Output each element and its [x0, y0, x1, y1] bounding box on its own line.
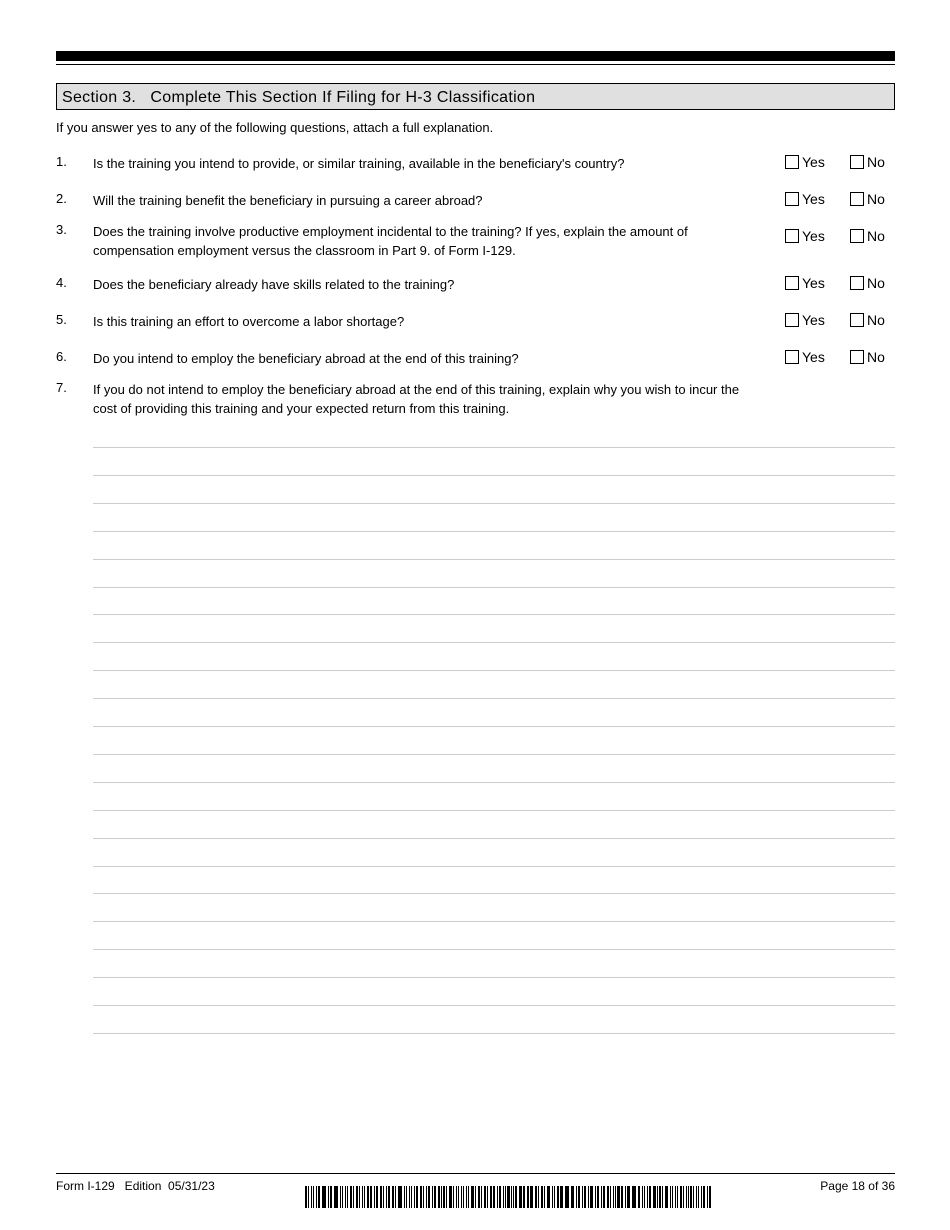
barcode-bar — [350, 1186, 352, 1208]
barcode-bar — [621, 1186, 623, 1208]
barcode-bar — [513, 1186, 514, 1208]
barcode-bar — [657, 1186, 658, 1208]
no-checkbox[interactable] — [850, 349, 885, 365]
barcode-bar — [576, 1186, 578, 1208]
question-text: Will the training benefit the beneficiary in pursuing a career abroad? — [93, 193, 483, 208]
barcode-bar — [406, 1186, 407, 1208]
barcode-bar — [342, 1186, 343, 1208]
question-text: Is the training you intend to provide, or similar training, available in the beneficiary's country? — [93, 156, 625, 171]
barcode-bar — [627, 1186, 629, 1208]
barcode-bar — [466, 1186, 467, 1208]
explanation-line[interactable] — [93, 670, 895, 671]
barcode-bar — [458, 1186, 459, 1208]
footer-rule — [56, 1173, 895, 1174]
section-intro: If you answer yes to any of the following questions, attach a full explanation. — [56, 120, 494, 135]
no-label: No — [867, 228, 885, 244]
barcode-bar — [647, 1186, 649, 1208]
barcode-bar — [590, 1186, 592, 1208]
barcode-bar — [441, 1186, 442, 1208]
barcode-bar — [416, 1186, 418, 1208]
yes-checkbox[interactable] — [785, 154, 825, 170]
no-label: No — [867, 349, 885, 365]
barcode-bar — [582, 1186, 583, 1208]
barcode-bar — [362, 1186, 363, 1208]
barcode-bar — [552, 1186, 553, 1208]
explanation-line[interactable] — [93, 893, 895, 894]
barcode-bar — [554, 1186, 556, 1208]
explanation-line[interactable] — [93, 838, 895, 839]
page-number: Page 18 of 36 — [820, 1179, 895, 1193]
barcode-bar — [376, 1186, 378, 1208]
barcode-bar — [478, 1186, 480, 1208]
barcode-bar — [659, 1186, 661, 1208]
explanation-line[interactable] — [93, 475, 895, 476]
barcode-bar — [677, 1186, 678, 1208]
checkbox-icon[interactable] — [850, 350, 864, 364]
question-number: 1. — [56, 154, 67, 169]
barcode-bar — [541, 1186, 543, 1208]
barcode-bar — [588, 1186, 590, 1208]
barcode-bar — [497, 1186, 499, 1208]
barcode-bar — [404, 1186, 406, 1208]
no-label: No — [867, 154, 885, 170]
barcode-bar — [649, 1186, 651, 1208]
barcode-bar — [471, 1186, 473, 1208]
barcode-bar — [607, 1186, 609, 1208]
barcode-bar — [392, 1186, 394, 1208]
yes-checkbox[interactable] — [785, 228, 825, 244]
barcode-bar — [544, 1186, 545, 1208]
question-number: 6. — [56, 349, 67, 364]
barcode-bar — [566, 1186, 568, 1208]
barcode-bar — [707, 1186, 708, 1208]
question-text: Does the beneficiary already have skills related to the training? — [93, 277, 455, 292]
barcode-bar — [519, 1186, 521, 1208]
barcode-bar — [523, 1186, 525, 1208]
barcode-bar — [316, 1186, 318, 1208]
checkbox-icon[interactable] — [850, 276, 864, 290]
no-checkbox[interactable] — [850, 275, 885, 291]
barcode-bar — [703, 1186, 705, 1208]
barcode-bar — [693, 1186, 694, 1208]
barcode-bar — [515, 1186, 517, 1208]
barcode-bar — [670, 1186, 671, 1208]
barcode-bar — [438, 1186, 440, 1208]
barcode-bar — [359, 1186, 361, 1208]
barcode-bar — [698, 1186, 699, 1208]
question-number: 7. — [56, 380, 67, 395]
barcode-bar — [374, 1186, 375, 1208]
checkbox-icon[interactable] — [785, 229, 799, 243]
barcode-bar — [420, 1186, 422, 1208]
barcode-bar — [311, 1186, 312, 1208]
section-header: Section 3. Complete This Section If Filing for H-3 Classification — [56, 83, 895, 110]
barcode-bar — [345, 1186, 347, 1208]
barcode-bar — [409, 1186, 411, 1208]
explanation-line[interactable] — [93, 587, 895, 588]
barcode-bar — [690, 1186, 692, 1208]
top-rule-thick — [56, 51, 895, 61]
question-text: If you do not intend to employ the beneficiary abroad at the end of this training, explain why you wish to incur the cost of providing this training and your expected return from this training. — [93, 382, 740, 416]
checkbox-icon[interactable] — [785, 276, 799, 290]
yes-checkbox[interactable] — [785, 349, 825, 365]
barcode-bar — [347, 1186, 348, 1208]
barcode-bar — [527, 1186, 529, 1208]
barcode-bar — [449, 1186, 451, 1208]
barcode-bar — [453, 1186, 455, 1208]
explanation-line[interactable] — [93, 782, 895, 783]
barcode-bar — [538, 1186, 540, 1208]
question-number: 5. — [56, 312, 67, 327]
barcode-bar — [615, 1186, 616, 1208]
barcode-bar — [709, 1186, 711, 1208]
barcode-bar — [584, 1186, 586, 1208]
question-number: 2. — [56, 191, 67, 206]
barcode-bar — [323, 1186, 325, 1208]
barcode-bar — [443, 1186, 445, 1208]
barcode-bar — [318, 1186, 320, 1208]
barcode-bar — [463, 1186, 464, 1208]
checkbox-icon[interactable] — [850, 155, 864, 169]
explanation-line[interactable] — [93, 754, 895, 755]
explanation-line[interactable] — [93, 503, 895, 504]
barcode-bar — [625, 1186, 627, 1208]
barcode-bar — [578, 1186, 580, 1208]
barcode-bar — [507, 1186, 509, 1208]
checkbox-icon[interactable] — [850, 229, 864, 243]
explanation-line[interactable] — [93, 726, 895, 727]
barcode-bar — [493, 1186, 495, 1208]
barcode-bar — [696, 1186, 698, 1208]
yes-checkbox[interactable] — [785, 275, 825, 291]
barcode-bar — [557, 1186, 559, 1208]
barcode-bar — [423, 1186, 425, 1208]
checkbox-icon[interactable] — [850, 192, 864, 206]
barcode-bar — [503, 1186, 504, 1208]
barcode-bar — [638, 1186, 639, 1208]
explanation-line[interactable] — [93, 866, 895, 867]
explanation-line[interactable] — [93, 921, 895, 922]
barcode-bar — [572, 1186, 574, 1208]
barcode-bar — [683, 1186, 684, 1208]
barcode-bar — [356, 1186, 358, 1208]
barcode-bar — [340, 1186, 342, 1208]
barcode-bar — [328, 1186, 330, 1208]
no-label: No — [867, 191, 885, 207]
barcode-bar — [548, 1186, 550, 1208]
explanation-line[interactable] — [93, 531, 895, 532]
barcode-bar — [330, 1186, 332, 1208]
barcode-bar — [675, 1186, 676, 1208]
top-rule-thin — [56, 64, 895, 65]
question-text: Do you intend to employ the beneficiary abroad at the end of this training? — [93, 351, 519, 366]
checkbox-icon[interactable] — [785, 350, 799, 364]
yes-label: Yes — [802, 312, 825, 328]
barcode-bar — [481, 1186, 482, 1208]
barcode-bar — [487, 1186, 489, 1208]
explanation-line[interactable] — [93, 447, 895, 448]
explanation-line[interactable] — [93, 949, 895, 950]
no-checkbox[interactable] — [850, 312, 885, 328]
explanation-line[interactable] — [93, 1033, 895, 1034]
barcode-bar — [511, 1186, 512, 1208]
barcode-bar — [639, 1186, 640, 1208]
question-number: 3. — [56, 222, 67, 237]
barcode-bar — [603, 1186, 605, 1208]
barcode-bar — [665, 1186, 666, 1208]
barcode-bar — [468, 1186, 470, 1208]
barcode-bar — [560, 1186, 562, 1208]
explanation-line[interactable] — [93, 977, 895, 978]
barcode-bar — [688, 1186, 689, 1208]
explanation-line[interactable] — [93, 698, 895, 699]
no-label: No — [867, 312, 885, 328]
yes-label: Yes — [802, 191, 825, 207]
barcode-bar — [632, 1186, 633, 1208]
barcode-bar — [633, 1186, 635, 1208]
barcode-bar — [461, 1186, 463, 1208]
barcode-bar — [672, 1186, 674, 1208]
barcode-bar — [364, 1186, 365, 1208]
barcode-bar — [565, 1186, 566, 1208]
barcode-bar — [388, 1186, 390, 1208]
no-checkbox[interactable] — [850, 154, 885, 170]
explanation-line[interactable] — [93, 1005, 895, 1006]
barcode-bar — [426, 1186, 427, 1208]
barcode-bar — [386, 1186, 388, 1208]
barcode-bar — [398, 1186, 399, 1208]
barcode-bar — [530, 1186, 532, 1208]
barcode-bar — [701, 1186, 703, 1208]
checkbox-icon[interactable] — [785, 313, 799, 327]
barcode-bar — [308, 1186, 310, 1208]
barcode-bar — [610, 1186, 611, 1208]
barcode-bar — [367, 1186, 369, 1208]
yes-label: Yes — [802, 228, 825, 244]
barcode-bar — [490, 1186, 492, 1208]
barcode-bar — [642, 1186, 643, 1208]
barcode-bar — [383, 1186, 384, 1208]
yes-label: Yes — [802, 275, 825, 291]
barcode-bar — [680, 1186, 682, 1208]
form-edition: Form I-129 Edition 05/31/23 — [56, 1179, 215, 1193]
yes-label: Yes — [802, 349, 825, 365]
barcode-bar — [313, 1186, 314, 1208]
barcode-bar — [653, 1186, 655, 1208]
barcode-bar — [499, 1186, 501, 1208]
barcode — [305, 1186, 713, 1208]
explanation-line[interactable] — [93, 810, 895, 811]
barcode-bar — [305, 1186, 307, 1208]
barcode-bar — [571, 1186, 572, 1208]
barcode-bar — [414, 1186, 415, 1208]
barcode-bar — [595, 1186, 597, 1208]
explanation-line[interactable] — [93, 642, 895, 643]
barcode-bar — [662, 1186, 663, 1208]
no-checkbox[interactable] — [850, 191, 885, 207]
barcode-bar — [334, 1186, 335, 1208]
barcode-bar — [601, 1186, 602, 1208]
checkbox-icon[interactable] — [785, 155, 799, 169]
explanation-line[interactable] — [93, 614, 895, 615]
yes-label: Yes — [802, 154, 825, 170]
question-number: 4. — [56, 275, 67, 290]
barcode-bar — [411, 1186, 412, 1208]
barcode-bar — [547, 1186, 548, 1208]
no-label: No — [867, 275, 885, 291]
barcode-bar — [353, 1186, 354, 1208]
barcode-bar — [399, 1186, 401, 1208]
barcode-bar — [686, 1186, 687, 1208]
barcode-bar — [484, 1186, 486, 1208]
barcode-bar — [456, 1186, 457, 1208]
question-text: Does the training involve productive employment incidental to the training? If yes, explain the amount of compensation employment versus the classroom in Part 9. of Form I-129. — [93, 224, 688, 258]
barcode-bar — [505, 1186, 506, 1208]
yes-checkbox[interactable] — [785, 191, 825, 207]
barcode-bar — [535, 1186, 537, 1208]
barcode-bar — [613, 1186, 614, 1208]
barcode-bar — [617, 1186, 619, 1208]
checkbox-icon[interactable] — [850, 313, 864, 327]
barcode-bar — [370, 1186, 372, 1208]
barcode-bar — [322, 1186, 323, 1208]
checkbox-icon[interactable] — [785, 192, 799, 206]
barcode-bar — [380, 1186, 382, 1208]
barcode-bar — [432, 1186, 433, 1208]
barcode-bar — [446, 1186, 448, 1208]
barcode-bar — [644, 1186, 645, 1208]
no-checkbox[interactable] — [850, 228, 885, 244]
barcode-bar — [434, 1186, 436, 1208]
question-text: Is this training an effort to overcome a labor shortage? — [93, 314, 405, 329]
yes-checkbox[interactable] — [785, 312, 825, 328]
barcode-bar — [395, 1186, 396, 1208]
barcode-bar — [597, 1186, 599, 1208]
explanation-line[interactable] — [93, 559, 895, 560]
barcode-bar — [335, 1186, 337, 1208]
barcode-bar — [666, 1186, 668, 1208]
barcode-bar — [475, 1186, 477, 1208]
barcode-bar — [428, 1186, 430, 1208]
